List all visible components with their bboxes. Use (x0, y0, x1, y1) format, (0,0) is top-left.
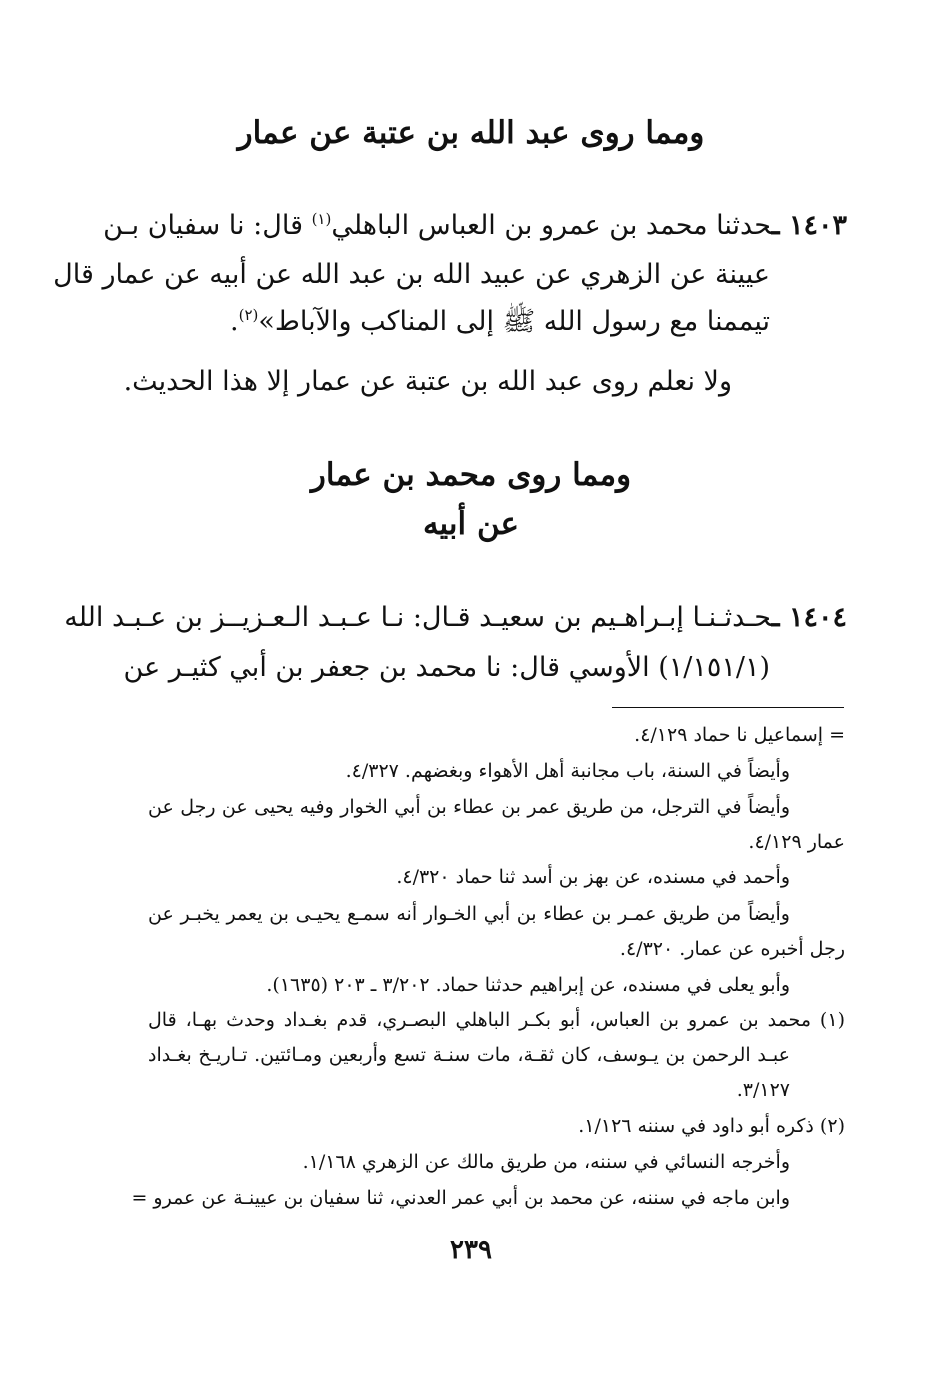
section-heading-1: ومما روى عبد الله بن عتبة عن عمار (237, 115, 705, 151)
footnote-2-line-3: وابن ماجه في سننه، عن محمد بن أبي عمر العدني، ثنا سفيان بن عيينـة عن عمرو = (131, 1187, 790, 1209)
footnote-1-line-1: (١) محمد بن عمرو بن العباس، أبو بكـر الباهلي البصـري، قدم بغـداد وحدث بهـا، قال (148, 1009, 845, 1031)
hadith-1404-text-1: حـدثـنـا إبـراهـيم بن سعيـد قـال: نـا عـبـد الـعـزيــز بن عـبـد الله (64, 602, 772, 633)
section-heading-2-line-2: عن أبيه (422, 506, 520, 542)
hadith-1404-line-1 (64, 598, 847, 638)
footnote-line-5: وأحمد في مسنده، عن بهز بن أسد ثنا حماد ٤/٣٢٠. (396, 866, 790, 888)
hadith-1403-text-3: تيممنا مع رسول الله ﷺ إلى المناكب والآباط» (258, 306, 770, 337)
footnote-2-line-2: وأخرجه النسائي في سننه، من طريق مالك عن الزهري ١/١٦٨. (302, 1151, 790, 1173)
hadith-number-1404: ١٤٠٤ ـ (771, 602, 847, 633)
footnote-line-4: عمار ٤/١٢٩. (748, 831, 845, 853)
footnote-line-2: وأيضاً في السنة، باب مجانبة أهل الأهواء وبغضهم. ٤/٣٢٧. (345, 760, 790, 782)
hadith-1403-line-3 (230, 302, 770, 342)
hadith-1403-line-1 (103, 206, 847, 246)
footnote-line-3: وأيضاً في الترجل، من طريق عمر بن عطاء بن أبي الخوار وفيه يحيى عن رجل عن (148, 796, 790, 818)
footnote-1-line-2: عبـد الرحمن بن يـوسف، كان ثقـة، مات سنـة تسع وأربعين ومـائتين. تـاريـخ بغـداد (148, 1044, 790, 1066)
section-heading-2-line-1: ومما روى محمد بن عمار (310, 457, 632, 493)
hadith-1404-line-2: (١/١٥١/١) الأوسي قال: نا محمد بن جعفر بن أبي كثيـر عن (123, 652, 770, 683)
footnote-1-line-3: ٣/١٢٧. (736, 1079, 790, 1101)
hadith-1403-text-1b: قال: نا سفيان بـن (103, 210, 312, 241)
footnote-line-7: رجل أخبره عن عمار. ٤/٣٢٠. (619, 938, 845, 960)
hadith-1403-text-3-end: . (229, 306, 239, 337)
footnote-line-8: وأبو يعلى في مسنده، عن إبراهيم حدثنا حماد. ٣/٢٠٢ ـ ٢٠٣ (١٦٣٥). (266, 974, 790, 996)
hadith-1403-comment: ولا نعلم روى عبد الله بن عتبة عن عمار إلا هذا الحديث. (123, 366, 732, 397)
footnote-2-line-1: (٢) ذكره أبو داود في سننه ١/١٢٦. (578, 1115, 845, 1137)
hadith-number-1403: ١٤٠٣ ـ (771, 210, 847, 241)
footnote-ref-1: (١) (311, 210, 332, 228)
footnote-ref-2: (٢) (238, 306, 259, 324)
hadith-1403-line-2: عيينة عن الزهري عن عبيد الله بن عبد الله عن أبيه عن عمار قال (53, 259, 770, 290)
footnote-line-1: = إسماعيل نا حماد ٤/١٢٩. (634, 724, 845, 746)
hadith-1403-text-1: حدثنا محمد بن عمرو بن العباس الباهلي (331, 210, 772, 241)
footnote-line-6: وأيضاً من طريق عمـر بن عطاء بن أبي الخـوار أنه سمـع يحيـى بن يعمر يخبـر عن (148, 903, 790, 925)
page-number: ٢٣٩ (450, 1235, 492, 1265)
footnote-separator (612, 707, 844, 708)
